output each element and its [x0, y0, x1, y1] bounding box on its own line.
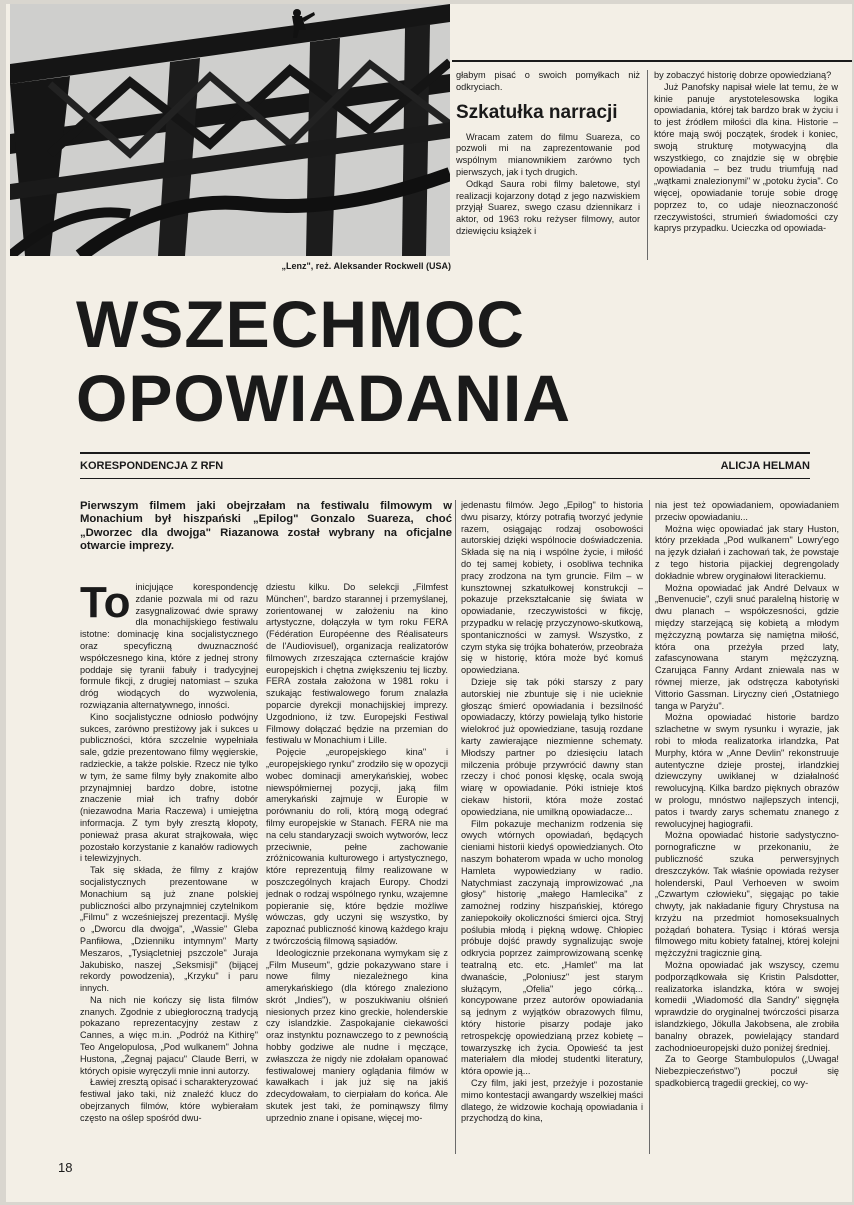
paragraph: Ideologicznie przekonana wymykam się z „Film Museum", gdzie pokazywano stare i nowe filmy niezależnego kina amerykańskiego (dla którego znaleziono skrót „Indies"), w poszukiwaniu olśnień niesionych przez kino greckie, holenderskie czy islandzkie. Zaspokajanie ciekawości oraz instynktu poznawczego to z pewnością hobby godziwe ale nudne i męczące, zwłaszcza że nigdy nie zdołałam opanować festiwalowej maniery oglądania filmów w kawałkach i jak już się na jakiś zdecydowałam, to cierpiałam do końca. Ale skutek jest taki, że pominąwszy filmy uprzednio znane i opisane, więcej mo-: [266, 947, 448, 1123]
paragraph: Można opowiadać historie bardzo szlachetne w swym rysunku i wyrazie, jak robi to młoda realizatorka irlandzka, Pat Murphy, która w „Anne Devlin" rekonstruuje autentyczne dzieje prostej, irlandzkiej dziewczyny uwikłanej w działalność rewolucyjną. Kilka bardzo pięknych obrazów w prologu, mnóstwo najlepszych intencji, patos i twardy zarys schematu znanego z rewolucyjnej hagiografii.: [655, 712, 839, 829]
paragraph: inicjujące korespondencję zdanie pozwala mi od razu zasygnalizować dwie sprawy dla monachijskiego festiwalu istotne: dominację kina socjalistycznego oraz specyficzną dwuznaczność współczesnego kina, które z jednej strony poddaje się tyranii fabuły i tradycyjnej formule fikcji, z drugiej natomiast – szuka dróg wiodących do wyzwolenia, rozwiązania alternatywnego, inności.: [80, 582, 258, 710]
article-title: [76, 287, 796, 435]
paragraph: Wracam zatem do filmu Suareza, co pozwoli mi na zaprezentowanie pod wspólnym mianownikiem zarówno tych pierwszych, jak i tych drugich.: [456, 131, 640, 177]
subheading: Szkatułka narracji: [456, 101, 618, 123]
paragraph: Na nich nie kończy się lista filmów znanych. Zgodnie z ubiegłoroczną tradycją pokazano reprezentacyjny zestaw z Cannes, a więc m.in. „Podróż na Kithirę" Teo Angelopulosa, „Pod wulkanem" Johna Hustona, „Żegnaj pajacu" Claude Berri, w których opisie wyręczyli mnie inni autorzy.: [80, 994, 258, 1076]
paragraph: Kino socjalistyczne odniosło podwójny sukces, zarówno prestiżowy jak i sukces u publiczności, która szczelnie wypełniała sale, gdzie prezentowano filmy węgierskie, radzieckie, a także polskie. Rzecz nie tylko w tym, że same filmy były znakomite albo przynajmniej bardzo dobre, istotne znaczenie miał ich trafny dobór (niezawodna Maria Raczewa) i umiejętna informacja. Z tym były zresztą kłopoty, ponieważ prasa akurat strajkowała, więc pozostało korzystanie z kanałów radiowych i telewizyjnych.: [80, 711, 258, 864]
magazine-page: [6, 4, 852, 1202]
column-separator: [455, 500, 456, 1154]
paragraph: Pojęcie „europejskiego kina" i „europejskiego rynku" zrodziło się w opozycji wobec dominacji amerykańskiej, wobec niewspółmiernej pozycji, jaką film amerykański zajmuje w Europie w porównaniu do roli, którą mogą odegrać filmy europejskie w Stanach. FERA nie ma na celu standaryzacji swoich wytworów, lecz przeciwnie, pełne zachowanie zróżnicowania kulturowego i artystycznego, które reprezentują filmy realizowane w poszczególnych krajach Europy. Chodzi jednak o rodzaj wspólnego rynku, wzajemne popieranie się, które będzie możliwe wówczas, gdy uczyni się wszystko, by zapoznać publiczność kinową każdego kraju z twórczością filmową sąsiadów.: [266, 747, 448, 946]
paragraph: Czy film, jaki jest, przeżyje i pozostanie mimo kontestacji awangardy wszelkiej maści dlatego, że widzowie kochają opowiadania i przychodzą do kina,: [461, 1078, 643, 1124]
page-number: 18: [58, 1160, 73, 1175]
paragraph: jedenastu filmów. Jego „Epilog" to historia dwu pisarzy, którzy potrafią tworzyć jedynie razem, osiągając rodzaj osobowości autorskiej dzięki wspólnocie doświadczenia. Składa się na nią i wspólne życie, i miłość do tej samej kobiety, i osobliwa technika pracy zrodzona na tym gruncie. Film – w kunsztownej szkatułkowej konstrukcji – pokazuje przekształcanie się świata w opowiadanie, rzeczywistości w fikcję, przypadku w relację przyczynowo-skutkową, spontaniczności w zamysł. Wszystko, z czym styka się trójka bohaterów, przeobraża się w historię, która może być komuś opowiedziana.: [461, 500, 643, 676]
column-separator: [647, 70, 648, 260]
kicker-rule-bottom: [80, 478, 810, 479]
film-still-photo: [10, 4, 450, 256]
paragraph: by zobaczyć historię dobrze opowiedzianą?: [654, 70, 832, 80]
paragraph: Dzieje się tak póki starszy z pary autorskiej nie zbuntuje się i nie ucieknie głosząc śmierć opowiadania i bezsilność opowiadaczy, którzy powielają tylko historie wielokroć już opowiedziane, tasują rozdane karty zawierające niezmienne schematy. Młodszy partner po dziesięciu latach milczenia próbuje przywrócić dawny stan rzeczy i choć ponosi klęskę, ocala swoją wiarę w opowiadanie. Póki istnieje ktoś ciekaw historii, która może zostać opowiedziana, nie umilkną opowiadacze...: [461, 676, 643, 817]
paragraph: Tak się składa, że filmy z krajów socjalistycznych prezentowane w Monachium są już znane polskiej publiczności albo przynajmniej czytelnikom „Filmu" z wcześniejszej prezentacji. Myślę o „Dworcu dla dwojga", „Wassie" Gleba Panfiłowa, „Dzienniku intymnym" Marty Meszaros, „Tysiącletniej pszczole" Juraja Jakubisko, naszej „Seksmisji" (bijącej rekordy powodzenia), „Krzyku" i paru innych.: [80, 865, 258, 994]
paragraph: Ławiej zresztą opisać i scharakteryzować festiwal jako taki, niż znaleźć klucz do obejrzanych filmów, które wybierałam często na oślep spośród dwu-: [80, 1077, 258, 1123]
paragraph: Można więc opowiadać jak stary Huston, który przekłada „Pod wulkanem" Lowry'ego na język działań i zachowań tak, że powstaje z tego historia pijackiej degrengolady dokładnie wbrew oryginałowi literackiemu.: [655, 523, 839, 581]
top-column-1: [456, 70, 640, 260]
paragraph: Można opowiadać historie sadystyczno-pornograficzne w przekonaniu, że publiczność szuka perwersyjnych dreszczyków. Tak właśnie opowiada reżyser holenderski, Paul Verhoeven w swoim „Czwartym człowieku", sięgając po takie chwyty, jak nakładanie figury Chrystusa na krzyżu na przedmiot homoseksualnych pożądań bohatera. Tysiąc i któraś wersja filmowego mitu kobiety fatalnej, której kolejni mężczyźni tragicznie giną.: [655, 830, 839, 959]
column-separator: [649, 500, 650, 1154]
paragraph: głabym pisać o swoich pomyłkach niż odkryciach.: [456, 70, 640, 92]
paragraph: Odkąd Saura robi filmy baletowe, styl realizacji kojarzony dotąd z jego nazwiskiem przyjął Suarez, swego czasu dziennikarz i aktor, od 1963 roku reżyser filmowy, autor dziewięciu książek i: [456, 178, 640, 236]
paragraph: Można opowiadać jak André Delvaux w „Benvenucie", czyli snuć paralelną historię w dwu planach – współczesności, gdzie między starzejącą się kobietą a młodym mężczyzną powtarza się namiętna miłość, która ona przeżyła przed laty, zafascynowana starym mężczyzną. Czarująca Fanny Ardant zniewala nas w równej mierze, jak odstręcza kabotyński Vittorio Gassman. Liryczny cień „Ostatniego tanga w Paryżu".: [655, 582, 839, 711]
paragraph: Już Panofsky napisał wiele lat temu, że w kinie panuje arystotelesowska logika opowiadania, której tak bardzo brak w życiu i to jest źródłem miłości dla kina. Historie – które mają swój początek, środek i koniec, swoją strukturę motywacyjną dla wszystkiego, co znajdzie się w obrębie opowiadania – bez trudu triumfują nad „wątkami znalezionymi" w „potoku życia". Co więcej, opowiadanie toruje sobie drogę poprzez to, co udaje nieoznaczoność rzeczywistości, strumień świadomości czy kaprys przypadku. Ucieczka od opowiada-: [654, 81, 838, 234]
top-rule: [452, 60, 852, 62]
paragraph: nia jest też opowiadaniem, opowiadaniem przeciw opowiadaniu...: [655, 500, 839, 522]
title-line-1: WSZECHMOC: [76, 287, 525, 361]
body-column-3: [461, 500, 643, 1154]
drop-cap: To: [80, 582, 131, 627]
paragraph: Film pokazuje mechanizm rodzenia się owych wtórnych opowiadań, będących cieniami historii kiedyś opowiedzianych. Oto naszym bohaterom wpada w ucho monolog Hamleta wypowiedziany w radio. Natychmiast zaczynają improwizować „na głosy" historię „małego Hamlecika" z zamożnej rodziny hiszpańskiej, którego zaniepokoiły okoliczności śmierci ojca. Stryj poślubia młodą i piękną wdowę. Chłopiec próbuje dojść prawdy sygnalizując swoje odkrycia poprzez zaimprowizowaną scenkę teatralną etc. etc. „Hamlet" ma lat dwanaście, „Poloniusz" jest starym służącym, „Ofelia" jego córką... koncypowane przez autorów opowiadania są jednym z wyjątków obrazowych filmu, który historie pisarzy podaje jako retrospekcję opowiedzianą przez kobietę – towarzyszkę ich życia. Opowieść ta jest materiałem dla młodej studentki literatury, która opowie ją...: [461, 818, 643, 1077]
top-column-2: [654, 70, 838, 260]
body-column-2: [266, 582, 448, 1154]
paragraph: dziestu kilku. Do selekcji „Filmfest München", bardzo starannej i przemyślanej, zorientowanej w założeniu na kino artystyczne, dołączyła w tym roku FERA (Fédération Européenne des Réalisateurs de l'Audiovisuel), organizacja realizatorów filmowych zrzeszająca czternaście krajów europejskich i chętna zwiększeniu tej liczby. FERA została założona w 1981 roku i szukając festiwalowego forum znalazła poparcie dyrekcji monachijskiej imprezy. Uzgodniono, iż tzw. Europejski Festiwal Filmowy dołączać będzie na przemian do festiwalu w Monachium i Lille.: [266, 582, 448, 746]
paragraph: Można opowiadać jak wszyscy, czemu podporządkowała się Kristin Palsdotter, realizatorka islandzka, która w swojej komedii „Wiadomość dla Sandry" sięgnęła wprawdzie do oryginalnej twórczości pisarza islandzkiego, Jökulla Jakobsena, ale zrobiła banalny obrazek, powielający standard zachodnioeuropejski dużo poniżej średniej.: [655, 960, 839, 1053]
title-line-2: OPOWIADANIA: [76, 361, 571, 435]
body-column-4: [655, 500, 839, 1154]
photo-caption: „Lenz", reż. Aleksander Rockwell (USA): [281, 261, 451, 271]
paragraph: Za to George Stambulopulos („Uwaga! Niebezpieczeństwo") poczuł się spadkobiercą tragedii greckiej, co wy-: [655, 1054, 839, 1089]
section-kicker: KORESPONDENCJA Z RFN: [80, 460, 224, 472]
author-name: ALICJA HELMAN: [720, 460, 810, 472]
lead-paragraph: Pierwszym filmem jaki obejrzałam na festiwalu filmowym w Monachium był hiszpański „Epilog" Gonzalo Suareza, choć „Dworzec dla dwojga" Riazanowa został wybrany na oficjalne otwarcie imprezy.: [80, 500, 452, 553]
body-column-1: [80, 582, 258, 1154]
kicker-rule-top: [80, 452, 810, 454]
